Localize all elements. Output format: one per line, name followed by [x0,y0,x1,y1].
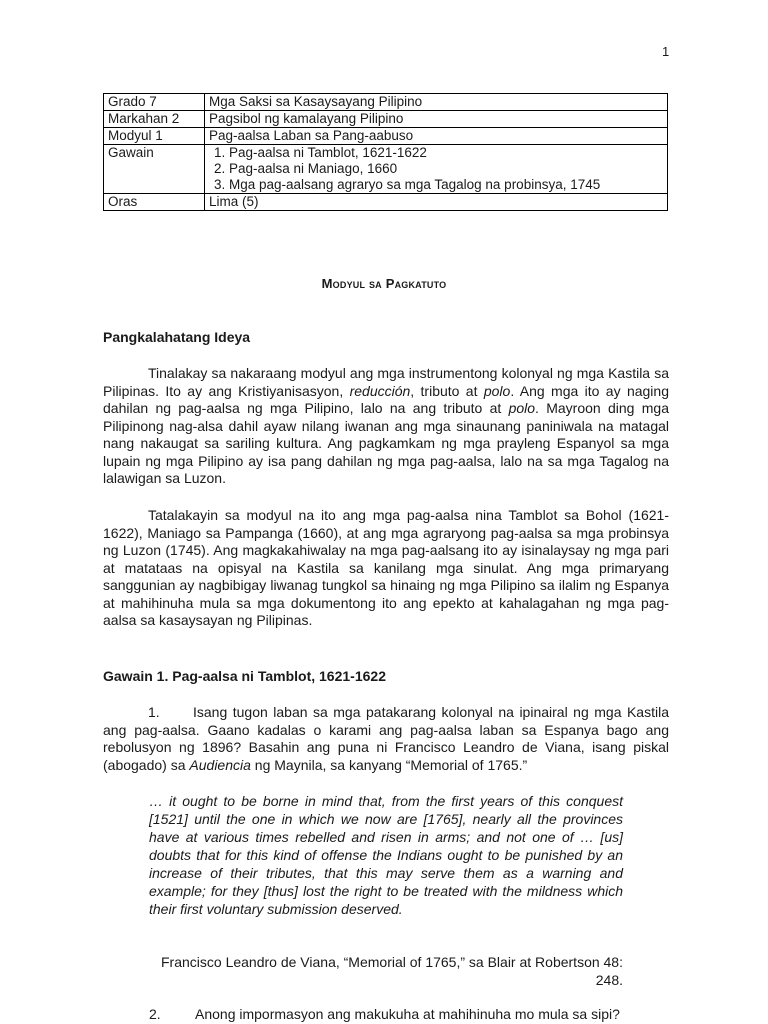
quote-citation: Francisco Leandro de Viana, “Memorial of 1765,” sa Blair at Robertson 48: 248. [161,954,623,988]
list-item: 3. Mga pag-aalsang agraryo sa mga Tagalog na probinsya, 1745 [229,177,663,193]
question-1: 1. Isang tugon laban sa mga patakarang kolonyal na ipinairal ng mga Kastila ang pag-aalsa. Gaano kadalas o karami ang pag-aalsa laban sa Espanya bago ang rebolusyon ng 1896? Basahin ang puna ni Francisco Leandro de Viana, isang piskal (abogado) sa Audiencia ng Maynila, sa kanyang “Memorial of 1765.” [103,704,669,773]
table-cell-label: Markahan 2 [104,111,205,128]
table-row [104,145,668,194]
info-table [103,93,668,211]
table-cell-label: Modyul 1 [104,128,205,145]
table-cell-label: Grado 7 [104,94,205,111]
question-2: 2. Anong impormasyon ang makukuha at mahihinuha mo mula sa sipi? [149,1006,620,1022]
table-row [104,94,668,111]
paragraph-overview: Tatalakayin sa modyul na ito ang mga pag-aalsa nina Tamblot sa Bohol (1621-1622), Maniago sa Pampanga (1660), at ang mga agraryong pag-aalsa sa mga probinsya ng Luzon (1745). Ang magkakahiwalay na mga pag-aalsang ito ay isinalaysay ng mga pari at matataas na opisyal na Kastila sa kanilang mga sinulat. Ang mga primaryang sanggunian ay nagbibigay liwanag tungkol sa hinaing ng mga Pilipino sa ilalim ng Espanya at mahihinuha mula sa mga dokumentong ito ang epekto at kahalagahan ng mga pag-aalsa sa kasaysayan ng Pilipinas. [103,507,669,628]
gawain-list [209,145,663,193]
table-cell-label: Oras [104,194,205,211]
section-heading-gawain-1: Gawain 1. Pag-aalsa ni Tamblot, 1621-1622 [103,668,386,684]
list-item: 1. Pag-aalsa ni Tamblot, 1621-1622 [229,145,663,161]
block-quote: … it ought to be borne in mind that, from the first years of this conquest [1521] until the one in which we now are [1765], nearly all the provinces have at various times rebelled and risen in arms; and not one of … [us] doubts that for this kind of offense the Indians ought to be punished by an increase of their tributes, that this may serve them as a warning and example; for they [thus] lost the right to be treated with the mildness which their first voluntary submission deserved. [149,793,623,917]
table-cell-value [205,145,668,194]
page-title: Modyul sa Pagkatuto [321,276,447,291]
table-row [104,194,668,211]
table-cell-label: Gawain [104,145,205,194]
table-row [104,111,668,128]
table-cell-value: Lima (5) [205,194,668,211]
table-cell-value: Mga Saksi sa Kasaysayang Pilipino [205,94,668,111]
table-row [104,128,668,145]
table-cell-value: Pag-aalsa Laban sa Pang-aabuso [205,128,668,145]
list-item: 2. Pag-aalsa ni Maniago, 1660 [229,161,663,177]
paragraph-intro: Tinalakay sa nakaraang modyul ang mga instrumentong kolonyal ng mga Kastila sa Pilipinas. Ito ay ang Kristiyanisasyon, reducción, tributo at polo. Ang mga ito ay naging dahilan ng pag-aalsa ng mga Pilipino, lalo na ang tributo at polo. Mayroon ding mga Pilipinong nag-alsa dahil ayaw nilang iwanan ang mga sinaunang paniniwala na matagal nang nakaugat sa sariling kultura. Ang pagkamkam ng mga prayleng Espanyol sa mga lupain ng mga Pilipino ay isa pang dahilan ng mga pag-aalsa, lalo na sa mga Tagalog na lalawigan sa Luzon. [103,365,669,486]
page-number: 1 [662,44,670,59]
section-heading-pangkalahatang-ideya: Pangkalahatang Ideya [103,329,251,345]
table-cell-value: Pagsibol ng kamalayang Pilipino [205,111,668,128]
